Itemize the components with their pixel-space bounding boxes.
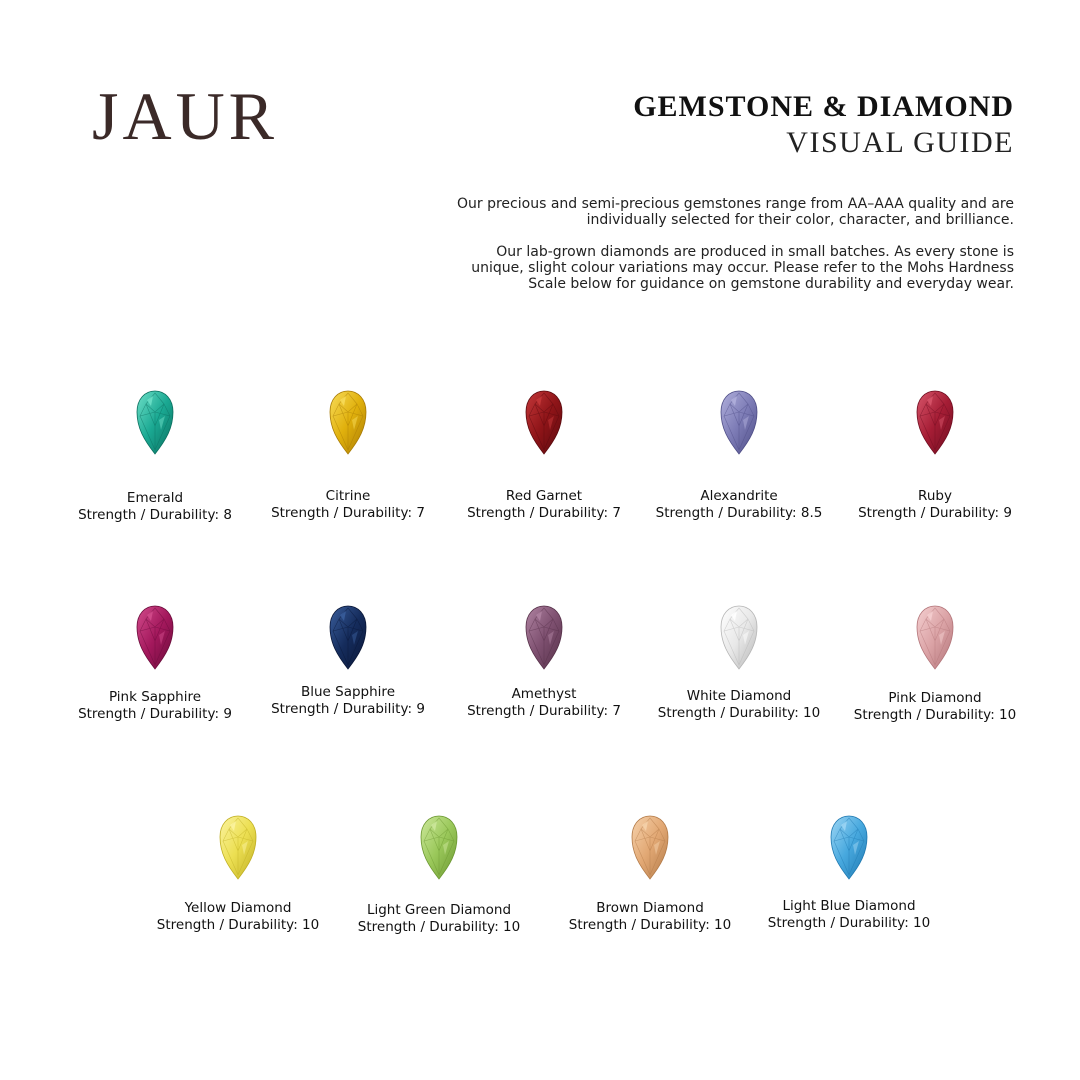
gem-name: Amethyst [511,686,577,702]
gem-card [70,390,240,524]
intro-paragraph-1: Our precious and semi-precious gemstones range from AA–AAA quality and are individually selected for their color, character, and brilliance. [457,196,1014,228]
gem-strength: Strength / Durability: 10 [568,917,732,933]
gem-strength: Strength / Durability: 8.5 [655,505,823,521]
gem-pear-icon [524,605,564,671]
gem-strength: Strength / Durability: 10 [156,917,320,933]
title-line-1: GEMSTONE & DIAMOND [633,90,1014,123]
gem-name: Emerald [126,490,184,506]
gem-pear-icon [135,605,175,671]
gem-strength: Strength / Durability: 9 [78,706,232,722]
gem-strength: Strength / Durability: 9 [858,505,1012,521]
page-title [633,90,1014,162]
gem-strength: Strength / Durability: 7 [467,703,621,719]
gem-name: Ruby [918,488,952,504]
intro-text [454,196,1014,308]
gem-card [70,605,240,723]
gem-card [565,815,735,934]
gem-pear-icon [218,815,258,881]
gem-pear-icon [630,815,670,881]
gem-name: Pink Diamond [888,690,982,706]
gem-pear-icon [328,605,368,671]
gem-card [354,815,524,936]
gem-pear-icon [135,390,175,456]
gem-strength: Strength / Durability: 8 [78,507,232,523]
gem-pear-icon [328,390,368,456]
gem-strength: Strength / Durability: 10 [357,919,521,935]
gem-card [153,815,323,934]
gem-strength: Strength / Durability: 10 [657,705,821,721]
gem-card [850,390,1020,522]
gem-card [459,390,629,522]
gem-strength: Strength / Durability: 9 [271,701,425,717]
title-line-2: VISUAL GUIDE [786,126,1014,159]
gem-pear-icon [915,390,955,456]
gem-name: Red Garnet [505,488,583,504]
gem-name: Citrine [325,488,371,504]
brand-logo: JAUR [92,78,279,154]
gem-card [263,390,433,522]
gem-name: Brown Diamond [596,900,704,916]
gem-pear-icon [915,605,955,671]
gem-card [459,605,629,720]
intro-paragraph-2: Our lab-grown diamonds are produced in small batches. As every stone is unique, slight colour variations may occur. Please refer to the Mohs Hardness Scale below for guidance on gemstone durability and everyday wear. [471,244,1014,292]
gem-name: Blue Sapphire [300,684,395,700]
gem-strength: Strength / Durability: 7 [467,505,621,521]
gem-card [654,605,824,722]
gem-pear-icon [719,390,759,456]
gem-strength: Strength / Durability: 10 [853,707,1017,723]
gem-pear-icon [719,605,759,671]
gem-pear-icon [829,815,869,881]
gem-card [654,390,824,522]
gem-name: Light Blue Diamond [782,898,916,914]
gem-pear-icon [524,390,564,456]
gem-name: Light Green Diamond [366,902,512,918]
gem-card [263,605,433,718]
gem-card [764,815,934,932]
gem-pear-icon [419,815,459,881]
gem-name: Yellow Diamond [184,900,292,916]
gem-name: Alexandrite [700,488,778,504]
gem-strength: Strength / Durability: 10 [767,915,931,931]
gem-name: Pink Sapphire [108,689,202,705]
gem-strength: Strength / Durability: 7 [271,505,425,521]
gem-card [850,605,1020,724]
gem-name: White Diamond [686,688,792,704]
